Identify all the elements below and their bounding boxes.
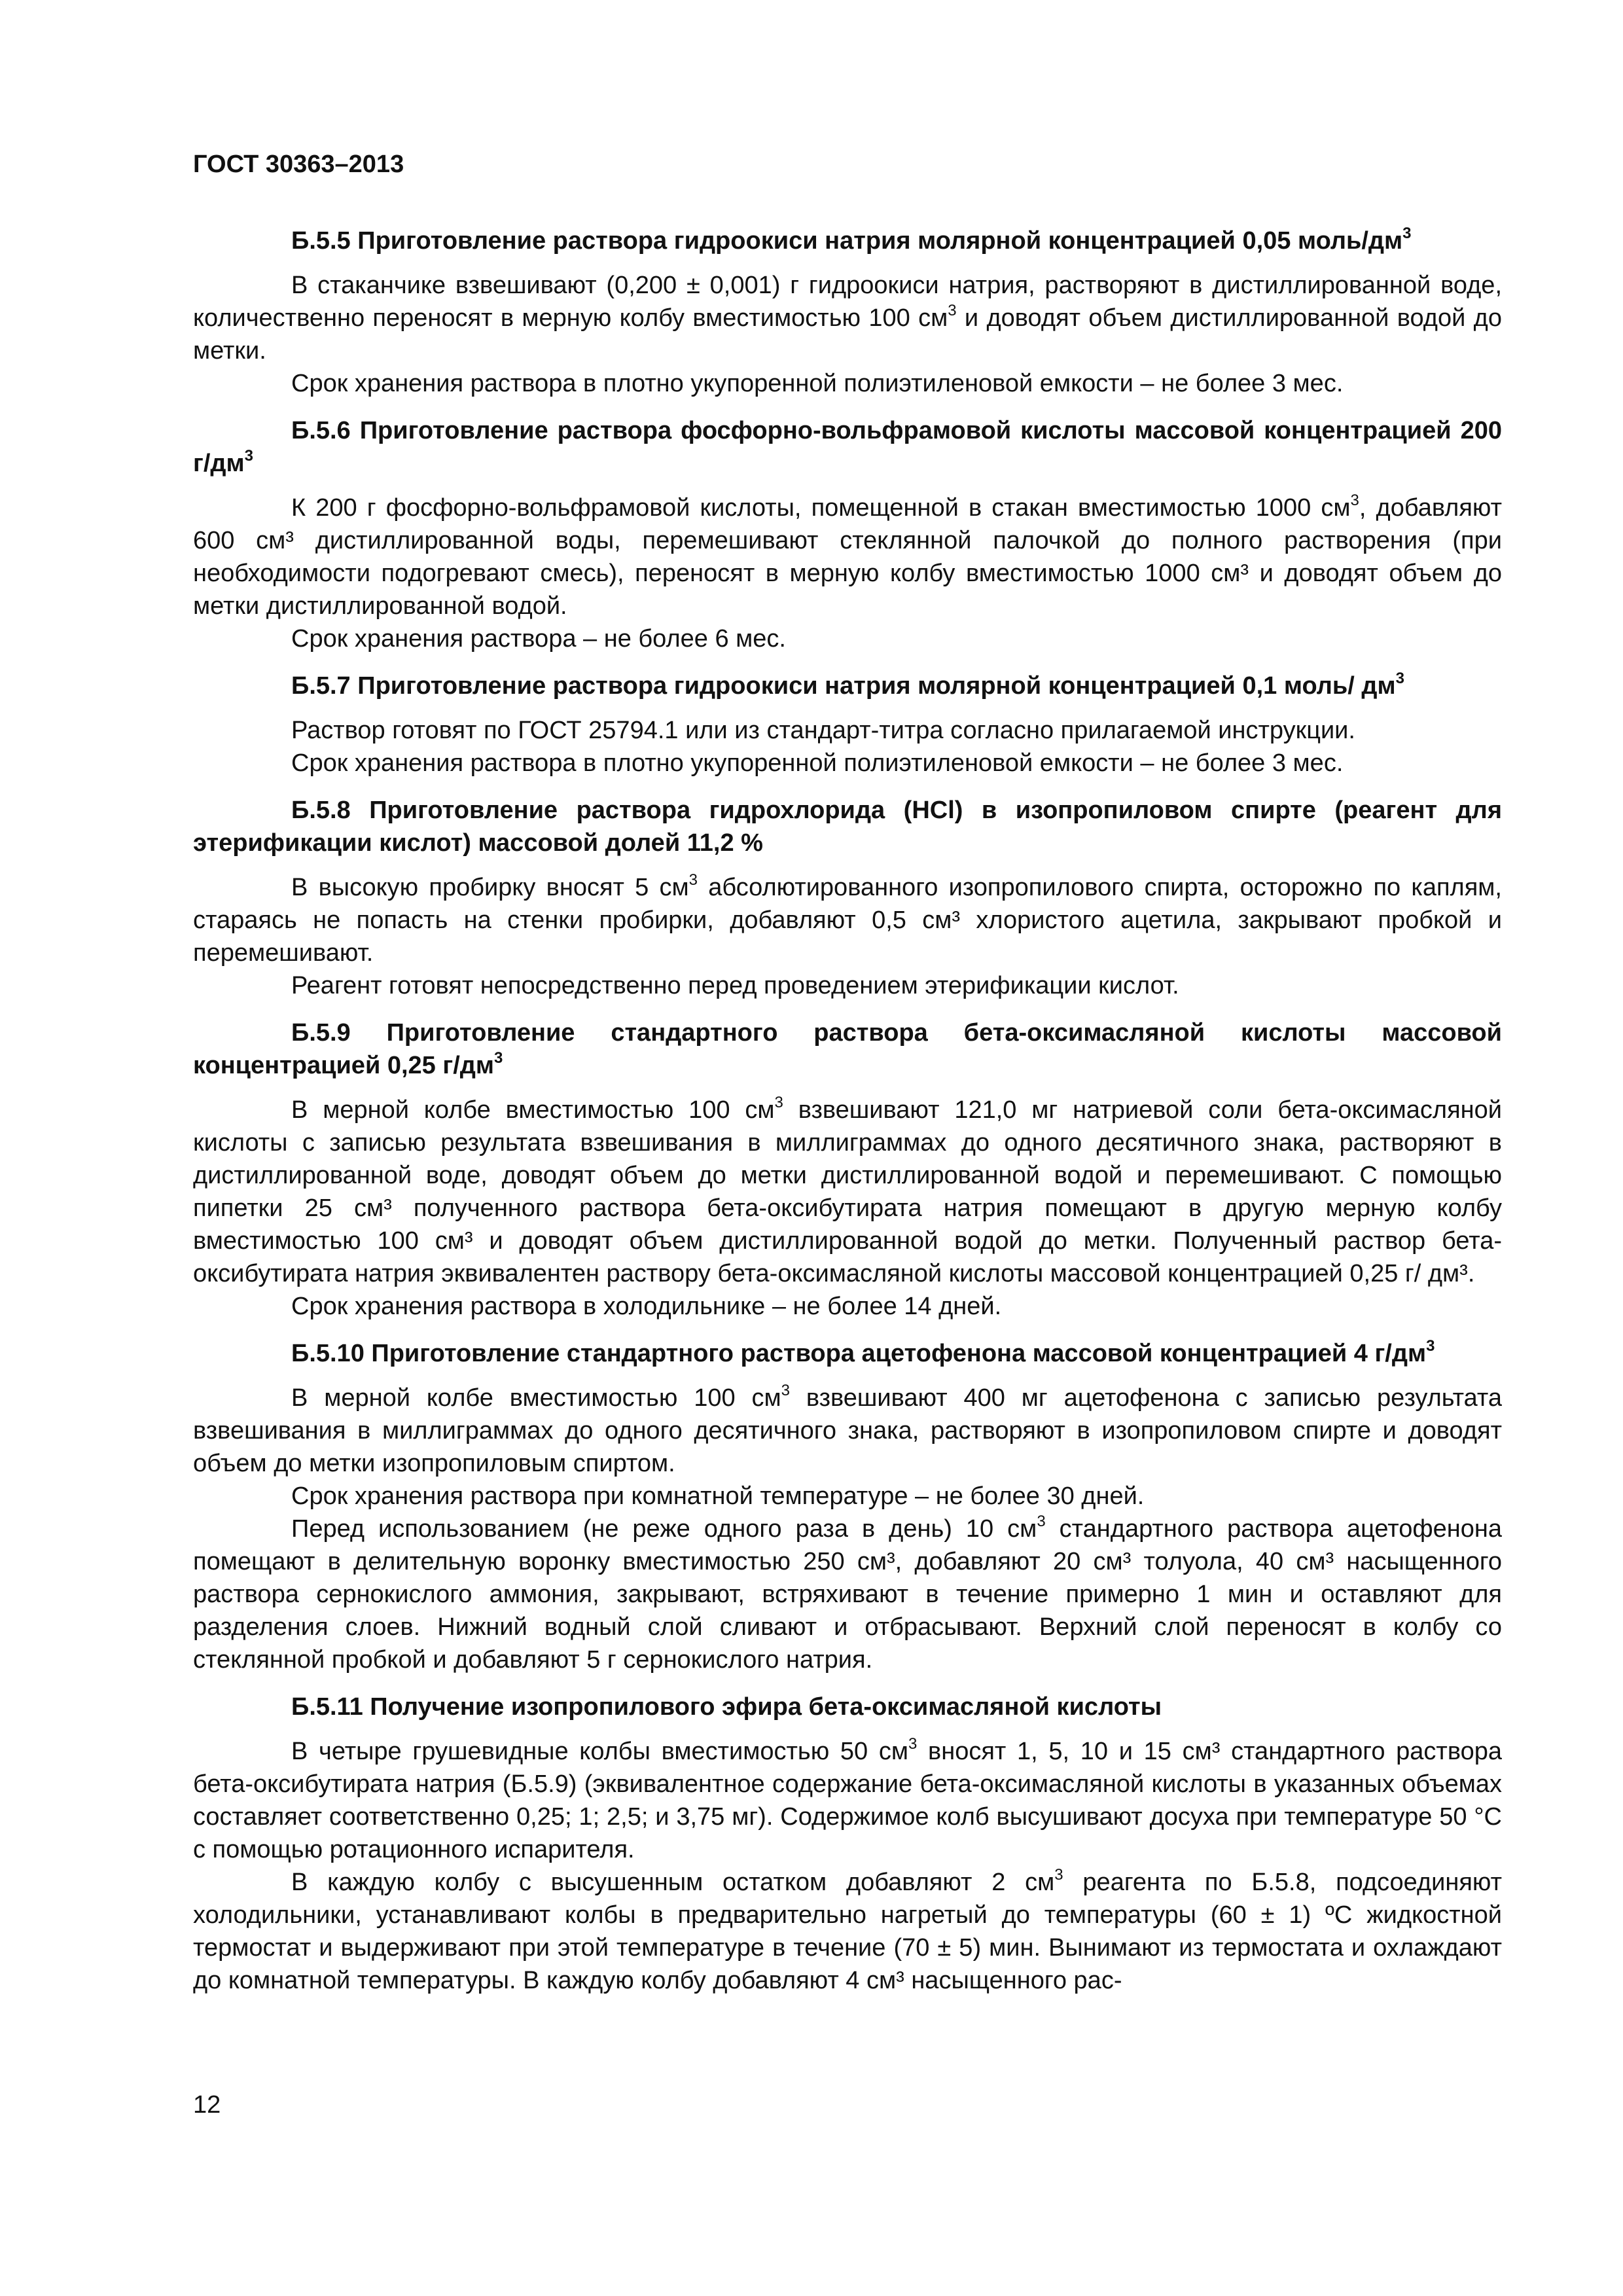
text-run: Срок хранения раствора в плотно укупоренной полиэтиленовой емкости – не более 3 мес. <box>291 370 1344 397</box>
text-run: Срок хранения раствора при комнатной температуре – не более 30 дней. <box>291 1482 1145 1510</box>
paragraph <box>193 269 1502 367</box>
section <box>193 224 1502 400</box>
section-heading <box>193 1691 1502 1723</box>
paragraph <box>193 622 1502 655</box>
text-run: Б.5.11 Получение изопропилового эфира бета-оксимасляной кислоты <box>291 1693 1162 1721</box>
text-run: вносят 1, 5, 10 и 15 см³ стандартного раствора бета-оксибутирата натрия (Б.5.9) (эквивалентное содержание бета-оксимасляной кислоты в указанных объемах составляет соответственно 0,25; 1; 2,5; и 3,75 мг). Содержимое колб высушивают досуха при температуре 50 °С с помощью ротационного испарителя. <box>193 1738 1502 1863</box>
paragraph <box>193 1094 1502 1290</box>
text-run: В каждую колбу с высушенным остатком добавляют 2 см <box>291 1869 1055 1896</box>
text-run: Б.5.9 Приготовление стандартного раствора бета-оксимасляной кислоты массовой концентрацией 0,25 г/дм <box>193 1019 1502 1079</box>
text-run: Б.5.10 Приготовление стандартного раствора ацетофенона массовой концентрацией 4 г/дм <box>291 1340 1427 1367</box>
paragraph <box>193 969 1502 1002</box>
superscript: 3 <box>1037 1513 1046 1530</box>
superscript: 3 <box>1054 1866 1063 1884</box>
section <box>193 794 1502 1002</box>
paragraph <box>193 871 1502 969</box>
paragraph <box>193 747 1502 780</box>
text-run: стандартного раствора ацетофенона помещают в делительную воронку вместимостью 250 см³, добавляют 20 см³ толуола, 40 см³ насыщенного раствора сернокислого аммония, закрывают, встряхивают в течение примерно 1 мин и оставляют для разделения слоев. Нижний водный слой сливают и отбрасывают. Верхний слой переносят в колбу со стеклянной пробкой и добавляют 5 г сернокислого натрия. <box>193 1515 1502 1674</box>
text-run: , добавляют 600 см³ дистиллированной воды, перемешивают стеклянной палочкой до полного растворения (при необходимости подогревают смесь), переносят в мерную колбу вместимостью 1000 см³ и доводят объем до метки дистиллированной водой. <box>193 494 1502 620</box>
section-heading <box>193 794 1502 859</box>
section-heading <box>193 1016 1502 1082</box>
paragraph <box>193 1513 1502 1676</box>
superscript: 3 <box>1402 224 1412 242</box>
text-run: Б.5.8 Приготовление раствора гидрохлорида (HCl) в изопропиловом спирте (реагент для этерификации кислот) массовой долей 11,2 % <box>193 797 1502 857</box>
paragraph <box>193 1382 1502 1480</box>
superscript: 3 <box>494 1049 503 1067</box>
superscript: 3 <box>948 302 957 319</box>
paragraph <box>193 1735 1502 1866</box>
text-run: Б.5.7 Приготовление раствора гидроокиси натрия молярной концентрацией 0,1 моль/ дм <box>291 672 1396 700</box>
superscript: 3 <box>908 1735 918 1753</box>
text-run: Реагент готовят непосредственно перед проведением этерификации кислот. <box>291 972 1179 999</box>
text-run: Срок хранения раствора – не более 6 мес. <box>291 625 786 653</box>
section <box>193 1337 1502 1676</box>
paragraph <box>193 714 1502 747</box>
superscript: 3 <box>1395 670 1404 687</box>
text-run: В мерной колбе вместимостью 100 см <box>291 1384 781 1412</box>
text-run: Раствор готовят по ГОСТ 25794.1 или из стандарт-титра согласно прилагаемой инструкции. <box>291 717 1355 744</box>
text-run: К 200 г фосфорно-вольфрамовой кислоты, помещенной в стакан вместимостью 1000 см <box>291 494 1351 522</box>
paragraph <box>193 492 1502 622</box>
text-run: Б.5.6 Приготовление раствора фосфорно-вольфрамовой кислоты массовой концентрацией 200 г/дм <box>193 417 1502 477</box>
text-run: Б.5.5 Приготовление раствора гидроокиси натрия молярной концентрацией 0,05 моль/дм <box>291 227 1403 255</box>
section <box>193 1691 1502 1997</box>
paragraph <box>193 1866 1502 1997</box>
text-run: В высокую пробирку вносят 5 см <box>291 874 689 901</box>
paragraph <box>193 1290 1502 1323</box>
text-run: Срок хранения раствора в холодильнике – не более 14 дней. <box>291 1293 1002 1320</box>
section-heading <box>193 414 1502 480</box>
text-run: Перед использованием (не реже одного раза в день) 10 см <box>291 1515 1037 1543</box>
document-header: ГОСТ 30363–2013 <box>193 151 404 178</box>
superscript: 3 <box>1350 492 1359 509</box>
text-run: взвешивают 121,0 мг натриевой соли бета-оксимасляной кислоты с записью результата взвешивания в миллиграммах до одного десятичного знака, растворяют в дистиллированной воде, доводят объем до метки дистиллированной водой и перемешивают. С помощью пипетки 25 см³ полученного раствора бета-оксибутирата натрия помещают в другую мерную колбу вместимостью 100 см³ и доводят объем дистиллированной водой до метки. Полученный раствор бета-оксибутирата натрия эквивалентен раствору бета-оксимасляной кислоты массовой концентрацией 0,25 г/ дм³. <box>193 1096 1502 1287</box>
section <box>193 670 1502 780</box>
page-number: 12 <box>193 2091 221 2119</box>
superscript: 3 <box>1426 1337 1435 1355</box>
text-run: Срок хранения раствора в плотно укупоренной полиэтиленовой емкости – не более 3 мес. <box>291 749 1344 777</box>
text-run: и доводят объем дистиллированной водой до метки. <box>193 304 1502 365</box>
superscript: 3 <box>774 1094 783 1111</box>
document-page <box>193 151 1502 2011</box>
superscript: 3 <box>781 1382 790 1399</box>
superscript: 3 <box>244 447 253 465</box>
section-heading <box>193 670 1502 702</box>
paragraph <box>193 1480 1502 1513</box>
section <box>193 1016 1502 1323</box>
section <box>193 414 1502 655</box>
text-run: В четыре грушевидные колбы вместимостью 50 см <box>291 1738 908 1765</box>
text-run: В мерной колбе вместимостью 100 см <box>291 1096 775 1124</box>
superscript: 3 <box>688 871 698 889</box>
text-run: В стаканчике взвешивают (0,200 ± 0,001) г гидроокиси натрия, растворяют в дистиллированной воде, количественно переносят в мерную колбу вместимостью 100 см <box>193 272 1502 332</box>
sections-container <box>193 224 1502 1997</box>
text-run: взвешивают 400 мг ацетофенона с записью результата взвешивания в миллиграммах до одного десятичного знака, растворяют в изопропиловом спирте и доводят объем до метки изопропиловым спиртом. <box>193 1384 1502 1477</box>
section-heading <box>193 1337 1502 1370</box>
paragraph <box>193 367 1502 400</box>
section-heading <box>193 224 1502 257</box>
text-run: абсолютированного изопропилового спирта, осторожно по каплям, стараясь не попасть на стенки пробирки, добавляют 0,5 см³ хлористого ацетила, закрывают пробкой и перемешивают. <box>193 874 1502 967</box>
text-run: реагента по Б.5.8, подсоединяют холодильники, устанавливают колбы в предварительно нагретый до температуры (60 ± 1) ºС жидкостной термостат и выдерживают при этой температуре в течение (70 ± 5) мин. Вынимают из термостата и охлаждают до комнатной температуры. В каждую колбу добавляют 4 см³ насыщенного рас- <box>193 1869 1503 1994</box>
